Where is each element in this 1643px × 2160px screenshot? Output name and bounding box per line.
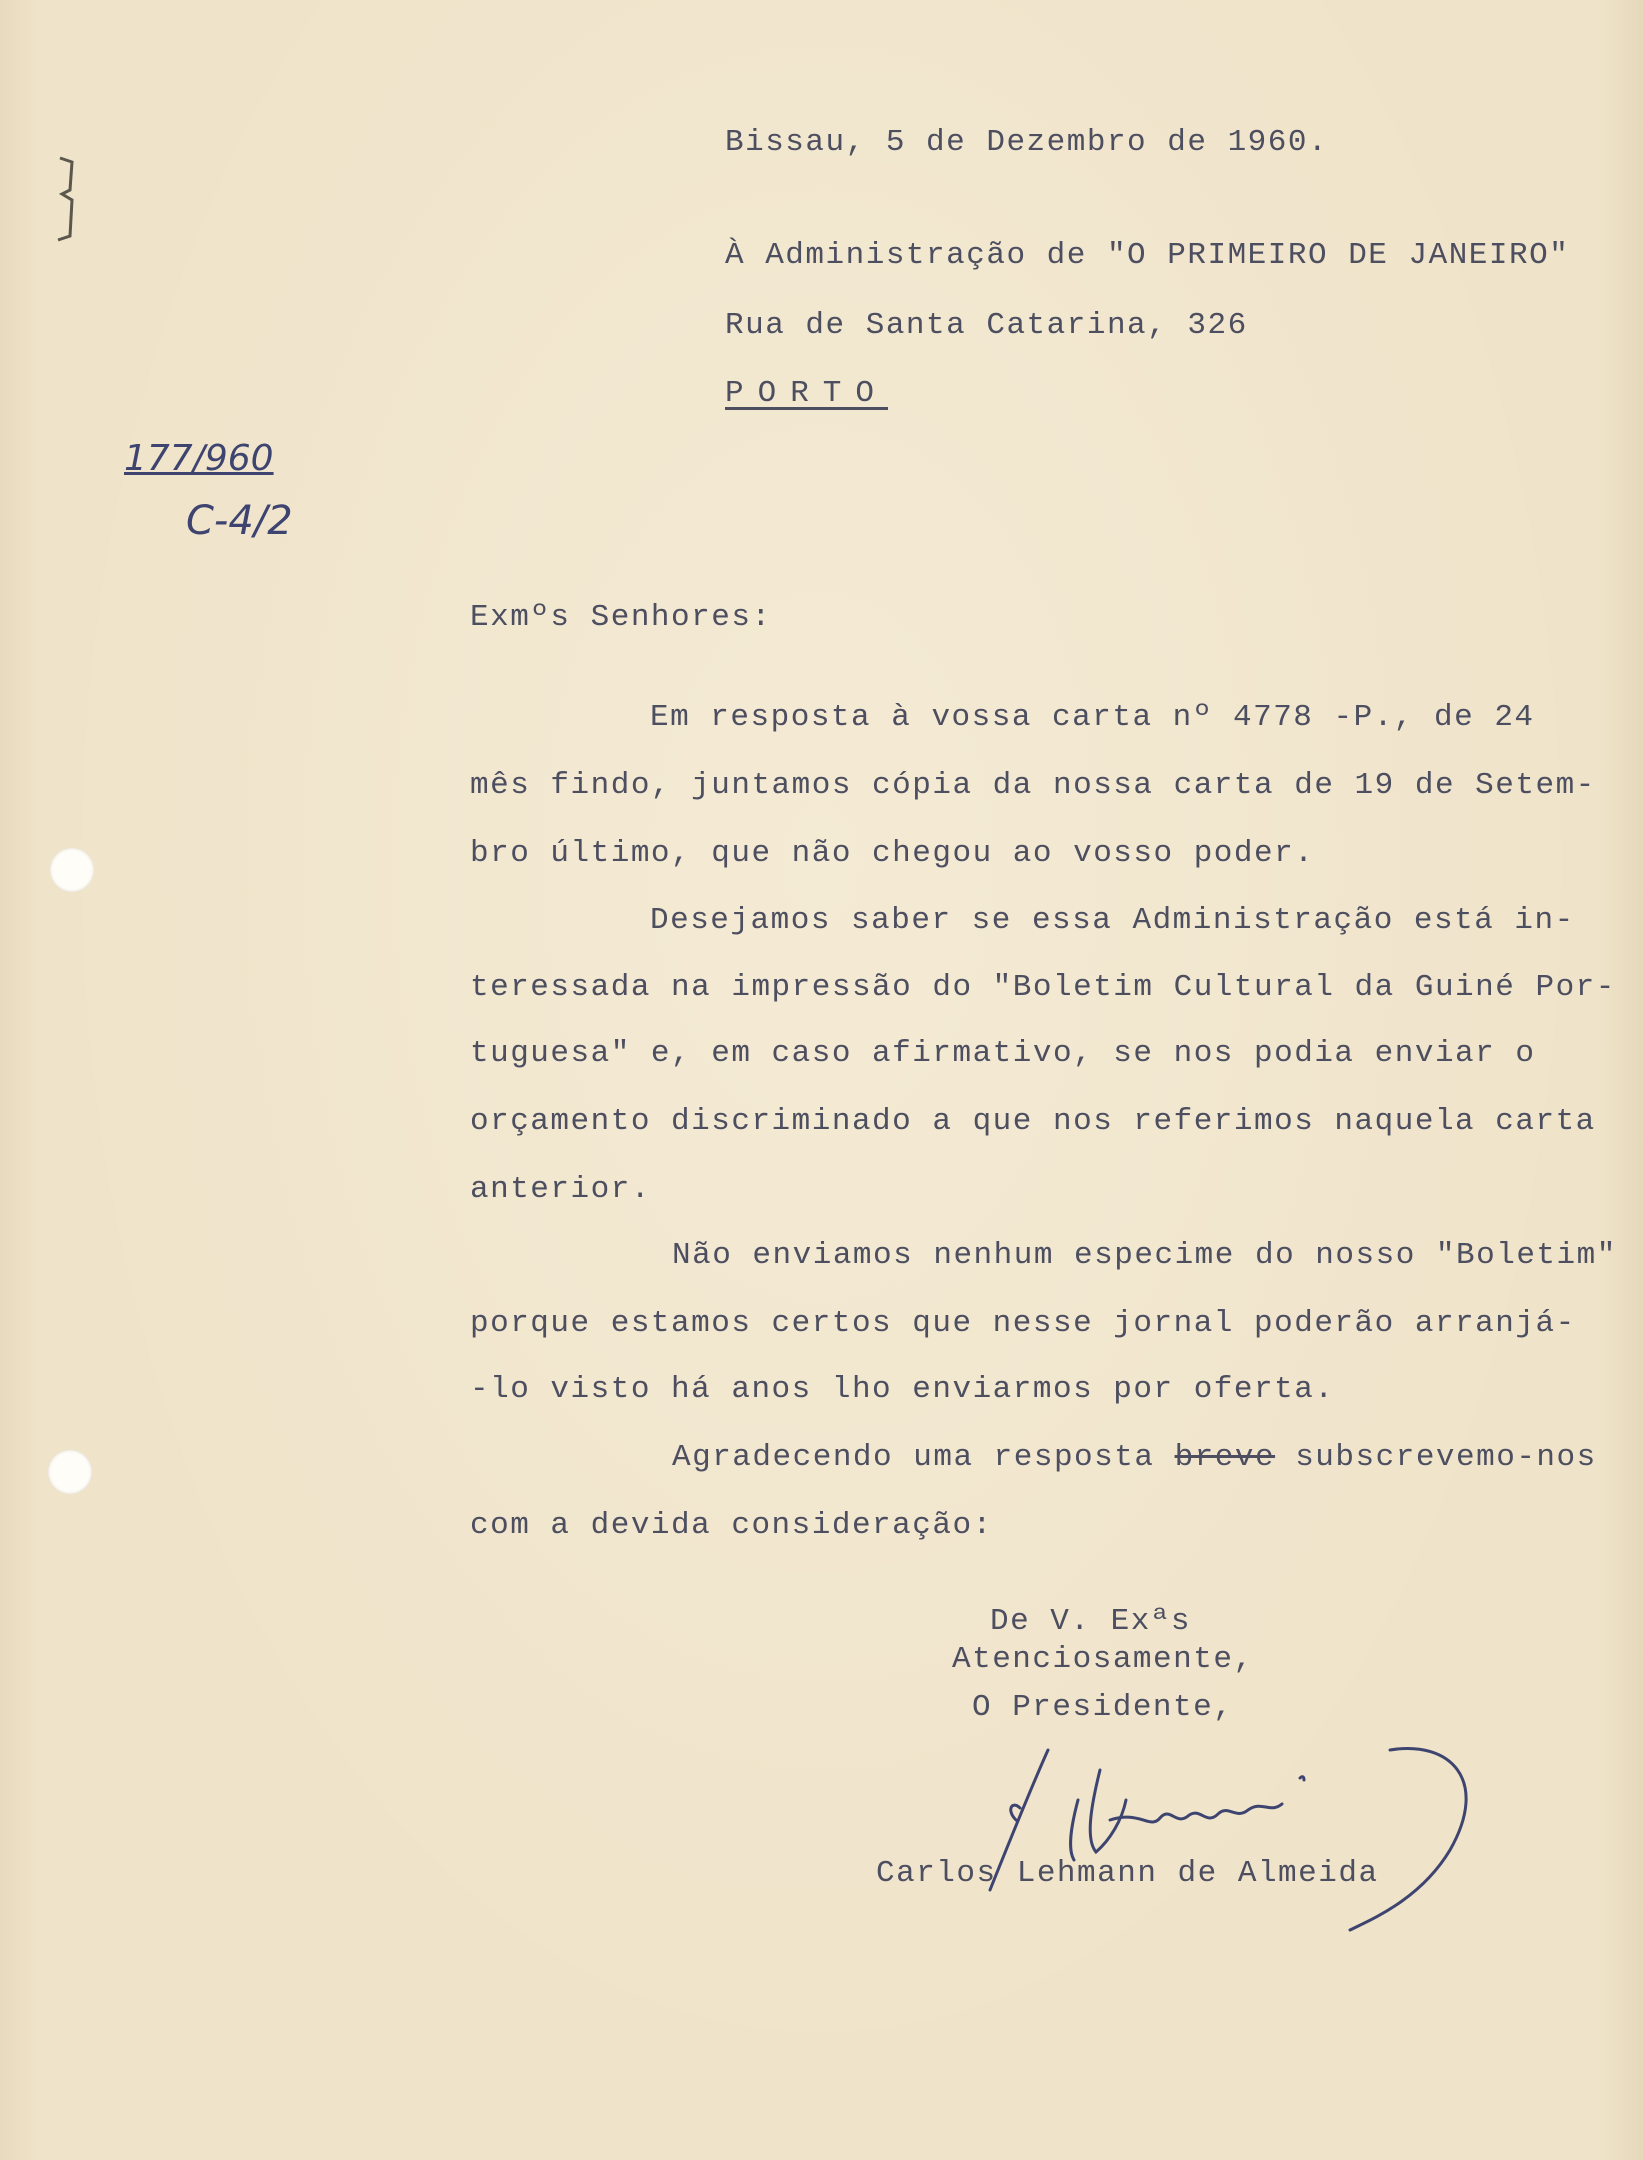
paragraph-4-text-before: Agradecendo uma resposta	[672, 1440, 1175, 1475]
closing-line-2: Atenciosamente,	[952, 1642, 1254, 1677]
closing-line-1: De V. Exªs	[990, 1604, 1192, 1639]
paragraph-2-line-3: tuguesa" e, em caso afirmativo, se nos podia enviar o	[470, 1036, 1536, 1071]
paragraph-2-line-5: anterior.	[470, 1172, 651, 1207]
paragraph-4-line-1	[672, 1440, 1597, 1475]
reference-code: C-4/2	[186, 498, 293, 544]
recipient-line-2: Rua de Santa Catarina, 326	[725, 308, 1248, 343]
paragraph-1-line-1: Em resposta à vossa carta nº 4778 -P., de 24	[650, 700, 1535, 735]
handwritten-signature	[950, 1730, 1490, 1950]
paragraph-4-text-after: subscrevemo-nos	[1275, 1440, 1597, 1475]
punch-hole-top	[50, 848, 94, 892]
paragraph-2-line-4: orçamento discriminado a que nos referimos naquela carta	[470, 1104, 1596, 1139]
paragraph-2-line-2: teressada na impressão do "Boletim Cultural da Guiné Por-	[470, 970, 1616, 1005]
paragraph-3-line-3: -lo visto há anos lho enviarmos por oferta.	[470, 1372, 1335, 1407]
closing-line-3: O Presidente,	[972, 1690, 1234, 1725]
paragraph-1-line-3: bro último, que não chegou ao vosso poder.	[470, 836, 1315, 871]
paragraph-1-line-2: mês findo, juntamos cópia da nossa carta de 19 de Setem-	[470, 768, 1596, 803]
signatory-name: Carlos Lehmann de Almeida	[876, 1856, 1379, 1891]
reference-number: 177/960	[124, 438, 274, 479]
binder-clip-mark	[52, 150, 78, 250]
letter-date: Bissau, 5 de Dezembro de 1960.	[725, 125, 1329, 160]
recipient-city: PORTO	[725, 376, 889, 411]
paragraph-3-line-2: porque estamos certos que nesse jornal poderão arranjá-	[470, 1306, 1576, 1341]
punch-hole-bottom	[48, 1450, 92, 1494]
paragraph-3-line-1: Não enviamos nenhum especime do nosso "Boletim"	[672, 1238, 1617, 1273]
salutation: Exmºs Senhores:	[470, 600, 772, 635]
paragraph-2-line-1: Desejamos saber se essa Administração está in-	[650, 903, 1575, 938]
paragraph-4-line-2: com a devida consideração:	[470, 1508, 993, 1543]
recipient-line-1: À Administração de "O PRIMEIRO DE JANEIRO"	[725, 238, 1570, 273]
struck-word: breve	[1174, 1440, 1276, 1475]
